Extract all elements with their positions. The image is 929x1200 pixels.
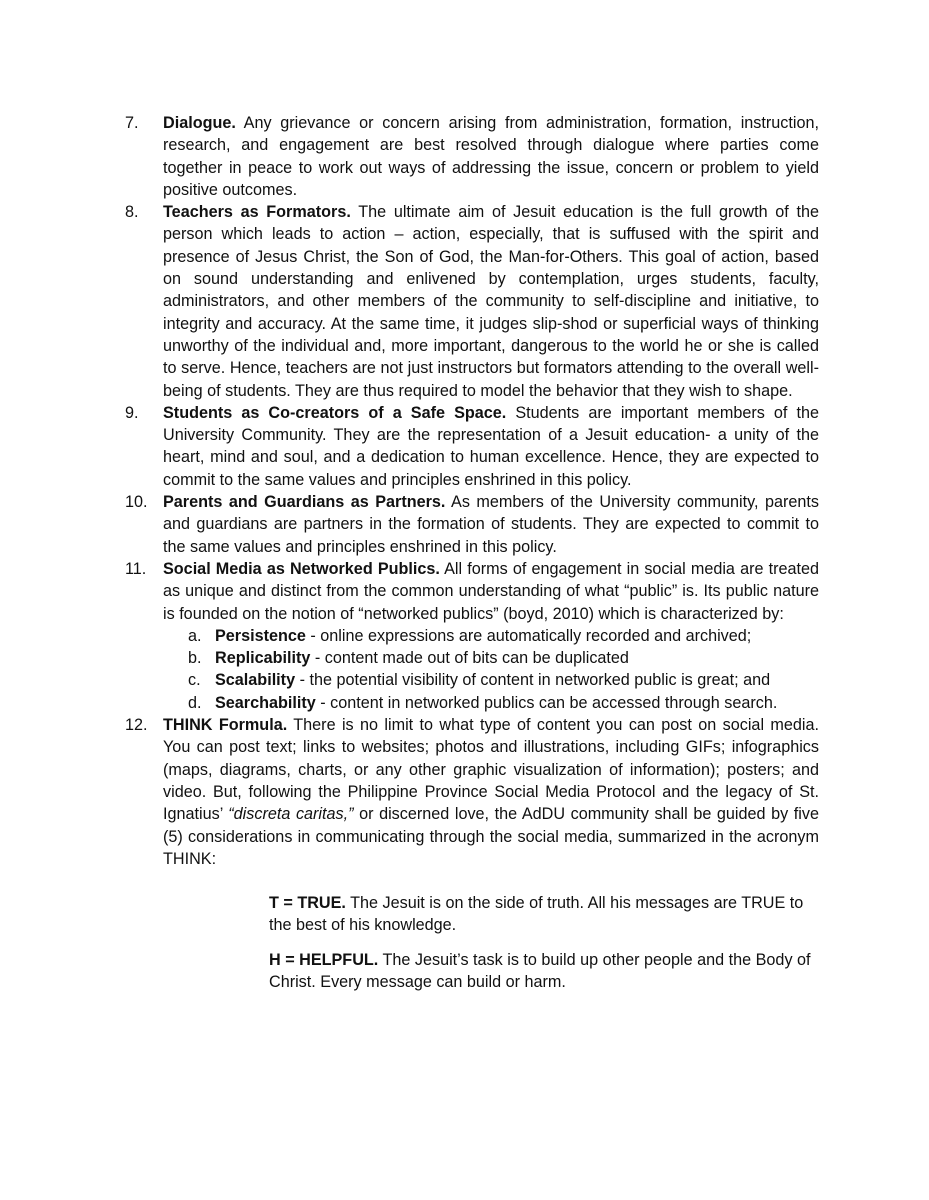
item-text-cont: or discerned love, the AdDU community shall be guided by five (5) considerations in communicating through the social media, summarized in the acronym THINK:: [163, 805, 819, 868]
list-item-8: [0, 201, 819, 402]
item-text: There is no limit to what type of content you can post on social media. You can post text; links to websites; photos and illustrations, including GIFs; infographics (maps, diagrams, charts, or any other graphic visualization of information); posters; and video. But, following the Philippine Province Social Media Protocol and the legacy of St. Ignatius’: [163, 716, 819, 824]
list-item-10: [0, 491, 819, 558]
item-text: All forms of engagement in social media are treated as unique and distinct from the common understanding of what “public” is. Its public nature is founded on the notion of “networked publics” (boyd, 2010) which is characterized by:: [163, 559, 819, 623]
list-item-7: [0, 112, 819, 201]
item-heading: Students as Co-creators of a Safe Space.: [163, 403, 507, 422]
subitem-letter: b.: [188, 649, 202, 668]
subitem-term: Scalability: [215, 671, 296, 690]
spacer: [0, 870, 819, 892]
item-number: 9.: [125, 403, 139, 422]
item-number: 10.: [125, 493, 148, 512]
subitem-letter: a.: [188, 626, 202, 645]
list-item-12: [0, 714, 819, 870]
subitem-b: [0, 647, 819, 669]
subitem-term: Searchability: [215, 693, 316, 712]
subitem-letter: d.: [188, 693, 202, 712]
subitem-letter: c.: [188, 671, 201, 690]
subitem-text: - content made out of bits can be duplicated: [310, 649, 629, 668]
item-number: 7.: [125, 114, 139, 132]
item-italic-phrase: “discreta caritas,”: [228, 805, 354, 824]
think-heading: T = TRUE.: [269, 894, 346, 913]
subitem-term: Persistence: [215, 626, 306, 645]
list-item-9: [0, 402, 819, 491]
item-text: As members of the University community, parents and guardians are partners in the formation of students. They are expected to commit to the same values and principles enshrined in this policy.: [163, 493, 819, 556]
think-true: [0, 892, 819, 937]
think-helpful: [0, 949, 819, 994]
subitem-text: - online expressions are automatically recorded and archived;: [305, 626, 752, 645]
subitem-a: [0, 625, 819, 647]
item-heading: Teachers as Formators.: [163, 203, 351, 222]
item-heading: Social Media as Networked Publics.: [163, 559, 440, 578]
list-item-11: [0, 558, 819, 625]
item-text: Any grievance or concern arising from administration, formation, instruction, research, and engagement are best resolved through dialogue where parties come together in peace to work out ways of addressing the issue, concern or problem to yield positive outcomes.: [163, 114, 819, 199]
think-text: The Jesuit’s task is to build up other people and the Body of Christ. Every message can build or harm.: [269, 950, 811, 991]
subitem-text: - the potential visibility of content in networked public is great; and: [295, 671, 771, 690]
subitem-c: [0, 669, 819, 691]
item-text: The ultimate aim of Jesuit education is the full growth of the person which leads to action – action, especially, that is suffused with the spirit and presence of Jesus Christ, the Son of God, the Man-for-Others. This goal of action, based on sound understanding and enlivened by contemplation, urges students, faculty, administrators, and other members of the community to self-discipline and initiative, to integrity and accuracy. At the same time, it judges slip-shod or superficial ways of thinking unworthy of the individual and, more important, dangerous to the world he or she is called to serve. Hence, teachers are not just instructors but formators attending to the overall well-being of students. They are thus required to model the behavior that they wish to shape.: [163, 203, 819, 400]
item-number: 11.: [125, 559, 147, 578]
subitem-term: Replicability: [215, 649, 311, 668]
item-heading: THINK Formula.: [163, 716, 288, 735]
item-text: Students are important members of the University Community. They are the representation of a Jesuit education- a unity of the heart, mind and soul, and a dedication to human excellence. Hence, they are expected to commit to the same values and principles enshrined in this policy.: [163, 403, 820, 489]
item-heading: Parents and Guardians as Partners.: [163, 493, 446, 512]
item-number: 12.: [125, 716, 148, 735]
think-text: The Jesuit is on the side of truth. All his messages are TRUE to the best of his knowledge.: [269, 894, 804, 935]
subitem-d: [0, 692, 819, 714]
item-heading: Dialogue.: [163, 114, 236, 132]
spacer: [0, 937, 819, 949]
think-heading: H = HELPFUL.: [269, 950, 379, 969]
item-number: 8.: [125, 203, 139, 222]
subitem-text: - content in networked publics can be accessed through search.: [315, 693, 778, 712]
